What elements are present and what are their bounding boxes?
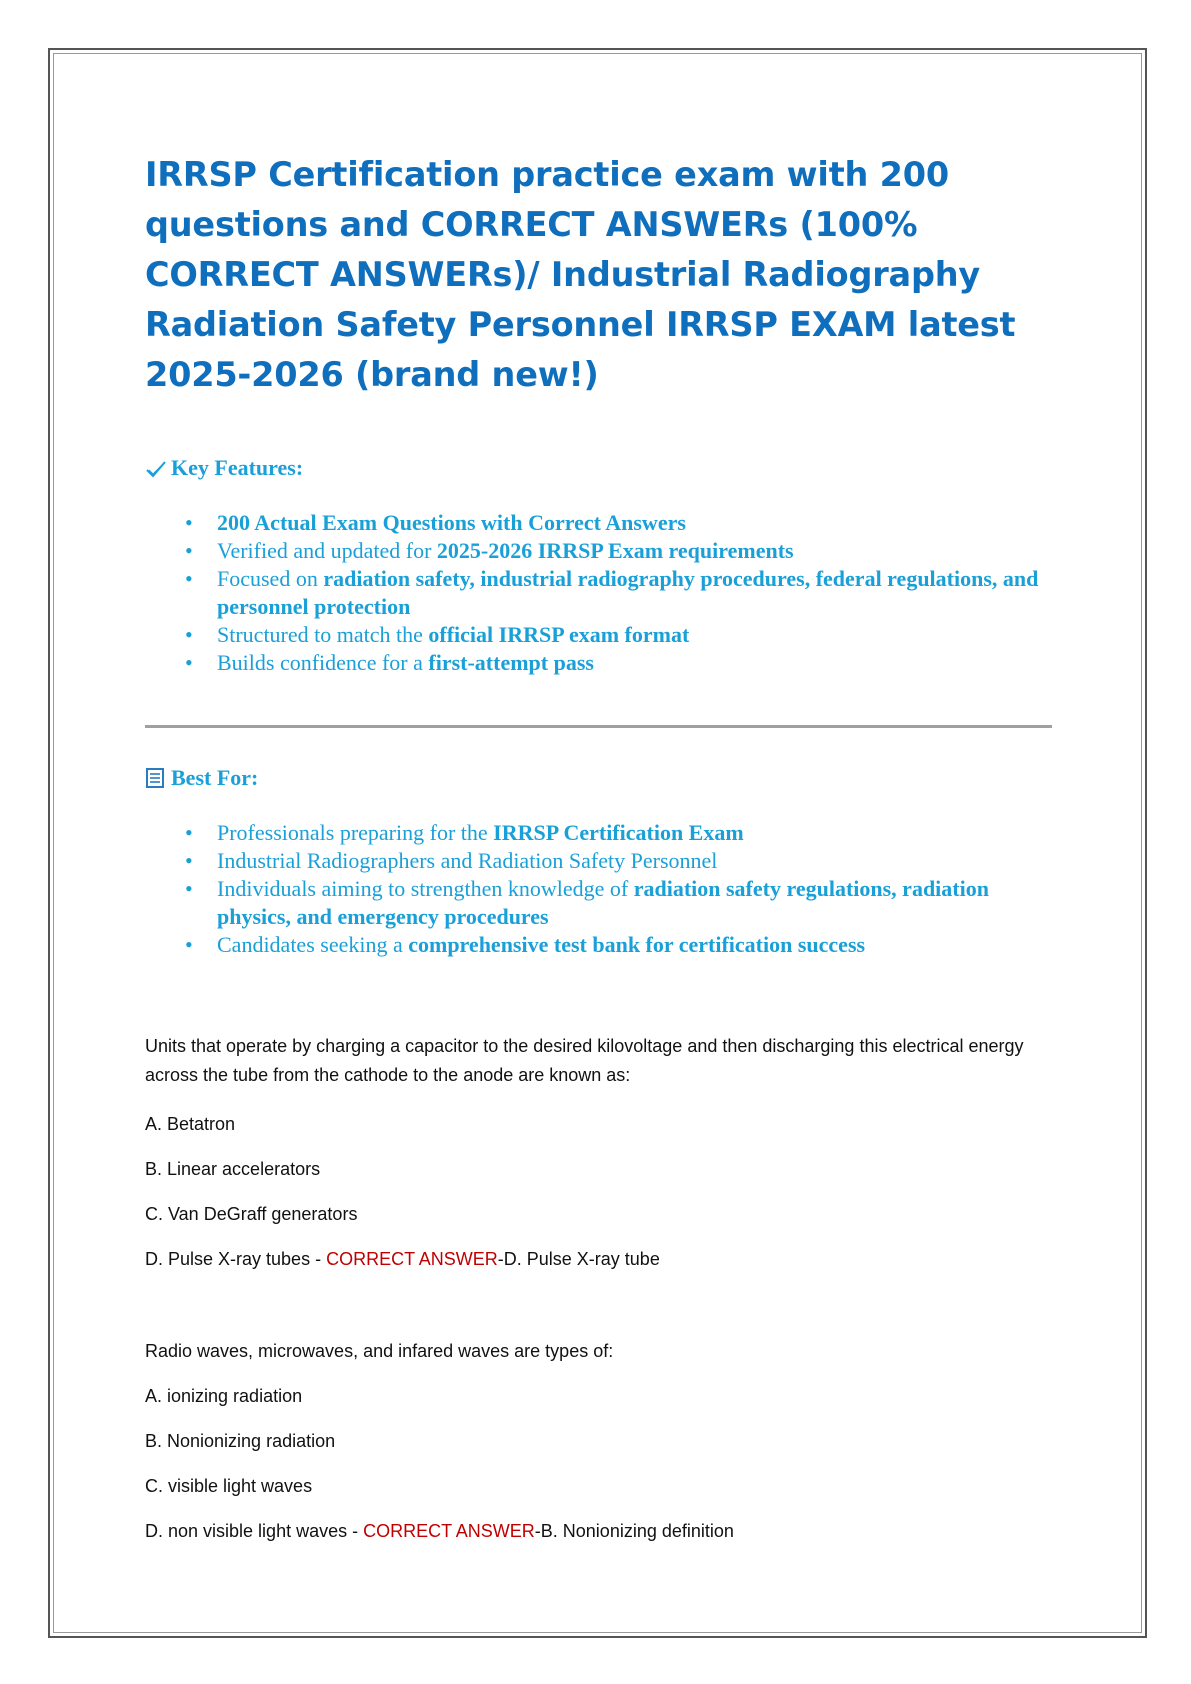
key-feature-item — [217, 565, 1047, 621]
question-1-option-a: A. Betatron — [145, 1114, 236, 1134]
best-for-heading-text: Best For: — [171, 765, 259, 790]
key-feature-item-text: Verified and updated for — [217, 538, 437, 563]
document-title: IRRSP Certification practice exam with 200 questions and CORRECT ANSWERs (100% CORRECT ANSWERs)/ Industrial Radiography Radiation Safety Personnel IRRSP EXAM latest 2025-2026 (brand new!) — [145, 155, 1016, 394]
best-for-item-emphasis: IRRSP Certification Exam — [493, 820, 744, 845]
best-for-item — [217, 819, 1047, 847]
question-1-answer-label: CORRECT ANSWER — [326, 1249, 498, 1269]
key-features-heading-text: Key Features: — [171, 455, 304, 480]
best-for-item — [217, 931, 1047, 959]
question-1-option-c: C. Van DeGraff generators — [145, 1204, 358, 1224]
key-feature-item-emphasis: radiation safety, industrial radiography procedures, federal regulations, and personnel protection — [217, 566, 1039, 619]
best-for-item-emphasis: comprehensive test bank for certification success — [408, 932, 866, 957]
best-for-heading — [145, 765, 258, 791]
question-2-option-c: C. visible light waves — [145, 1476, 313, 1496]
key-feature-item-emphasis: 2025-2026 IRRSP Exam requirements — [436, 538, 794, 563]
key-feature-item-text: Structured to match the — [217, 622, 429, 647]
question-2-option-a: A. ionizing radiation — [145, 1386, 303, 1406]
best-for-item-emphasis: radiation safety regulations, radiation physics, and emergency procedures — [217, 876, 989, 929]
best-for-item-text: Industrial Radiographers and Radiation Safety Personnel — [217, 848, 718, 873]
question-2-stem: Radio waves, microwaves, and infared waves are types of: — [145, 1341, 614, 1361]
key-feature-item-emphasis: official IRRSP exam format — [428, 622, 690, 647]
question-1-option-d — [145, 1245, 660, 1274]
key-feature-item-text: Builds confidence for a — [217, 650, 429, 675]
key-feature-item-emphasis: 200 Actual Exam Questions with Correct Answers — [217, 510, 686, 535]
section-divider — [145, 725, 1052, 728]
key-features-heading — [145, 455, 303, 481]
key-feature-item-text: Focused on — [217, 566, 324, 591]
best-for-item — [217, 875, 1047, 931]
book-icon — [145, 767, 165, 789]
question-1-stem: Units that operate by charging a capacitor to the desired kilovoltage and then discharging this electrical energy across the tube from the cathode to the anode are known as: — [145, 1036, 1024, 1085]
question-2-answer-label: CORRECT ANSWER — [363, 1521, 535, 1541]
question-1-option-b: B. Linear accelerators — [145, 1159, 321, 1179]
best-for-item — [217, 847, 1047, 875]
key-feature-item — [217, 621, 1047, 649]
question-2-option-d — [145, 1517, 734, 1546]
checkmark-icon — [145, 458, 165, 478]
best-for-item-text: Individuals aiming to strengthen knowledge of — [217, 876, 634, 901]
question-2-answer-text: -B. Nonionizing definition — [534, 1521, 734, 1541]
question-2-option-b: B. Nonionizing radiation — [145, 1431, 336, 1451]
key-features-list — [147, 509, 1047, 677]
key-feature-item — [217, 509, 1047, 537]
best-for-list — [147, 819, 1047, 959]
document-content — [145, 150, 1055, 400]
question-1-answer-text: -D. Pulse X-ray tube — [497, 1249, 660, 1269]
question-2-option-d-text: D. non visible light waves - — [145, 1521, 364, 1541]
key-feature-item-emphasis: first-attempt pass — [428, 650, 594, 675]
key-feature-item — [217, 537, 1047, 565]
best-for-item-text: Candidates seeking a — [217, 932, 409, 957]
key-feature-item — [217, 649, 1047, 677]
best-for-item-text: Professionals preparing for the — [217, 820, 494, 845]
question-1-option-d-text: D. Pulse X-ray tubes - — [145, 1249, 327, 1269]
